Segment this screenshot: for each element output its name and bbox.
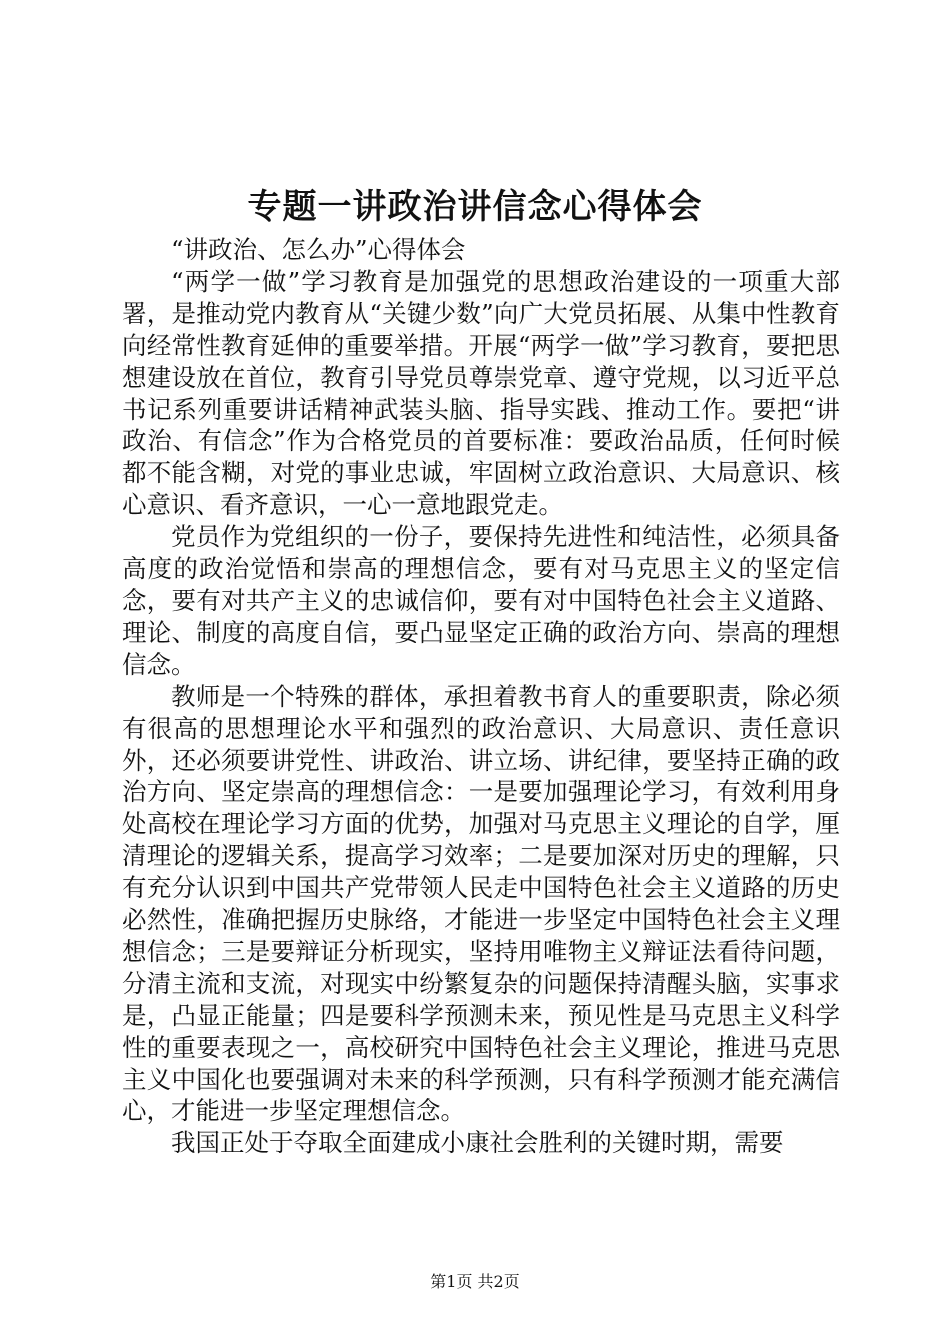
- document-subtitle: “讲政治、怎么办”心得体会: [171, 235, 466, 264]
- paragraph-3: 教师是一个特殊的群体，承担着教书育人的重要职责，除必须有很高的思想理论水平和强烈的政治意识、大局意识、责任意识外，还必须要讲党性、讲政治、讲立场、讲纪律，要坚持正确的政治方向、坚定崇高的理想信念：一是要加强理论学习，有效利用身处高校在理论学习方面的优势，加强对马克思主义理论的自学，厘清理论的逻辑关系，提高学习效率；二是要加深对历史的理解，只有充分认识到中国共产党带领人民走中国特色社会主义道路的历史必然性，准确把握历史脉络，才能进一步坚定中国特色社会主义理想信念；三是要辩证分析现实，坚持用唯物主义辩证法看待问题，分清主流和支流，对现实中纷繁复杂的问题保持清醒头脑，实事求是，凸显正能量；四是要科学预测未来，预见性是马克思主义科学性的重要表现之一，高校研究中国特色社会主义理论，推进马克思主义中国化也要强调对未来的科学预测，只有科学预测才能充满信心，才能进一步坚定理想信念。: [122, 681, 840, 1126]
- paragraph-1: “两学一做”学习教育是加强党的思想政治建设的一项重大部署，是推动党内教育从“关键少数”向广大党员拓展、从集中性教育向经常性教育延伸的重要举措。开展“两学一做”学习教育，要把思想建设放在首位，教育引导党员尊崇党章、遵守党规，以习近平总书记系列重要讲话精神武装头脑、指导实践、推动工作。要把“讲政治、有信念”作为合格党员的首要标准：要政治品质，任何时候都不能含糊，对党的事业忠诚，牢固树立政治意识、大局意识、核心意识、看齐意识，一心一意地跟党走。: [122, 266, 840, 520]
- paragraph-4: 我国正处于夺取全面建成小康社会胜利的关键时期，需要: [171, 1128, 784, 1158]
- page-footer: 第1页 共2页: [430, 1272, 520, 1291]
- document-title: 专题一讲政治讲信念心得体会: [247, 187, 703, 227]
- document-body: [122, 234, 840, 1159]
- paragraph-2: 党员作为党组织的一份子，要保持先进性和纯洁性，必须具备高度的政治觉悟和崇高的理想信念，要有对马克思主义的坚定信念，要有对共产主义的忠诚信仰，要有对中国特色社会主义道路、理论、制度的高度自信，要凸显坚定正确的政治方向、崇高的理想信念。: [122, 522, 840, 679]
